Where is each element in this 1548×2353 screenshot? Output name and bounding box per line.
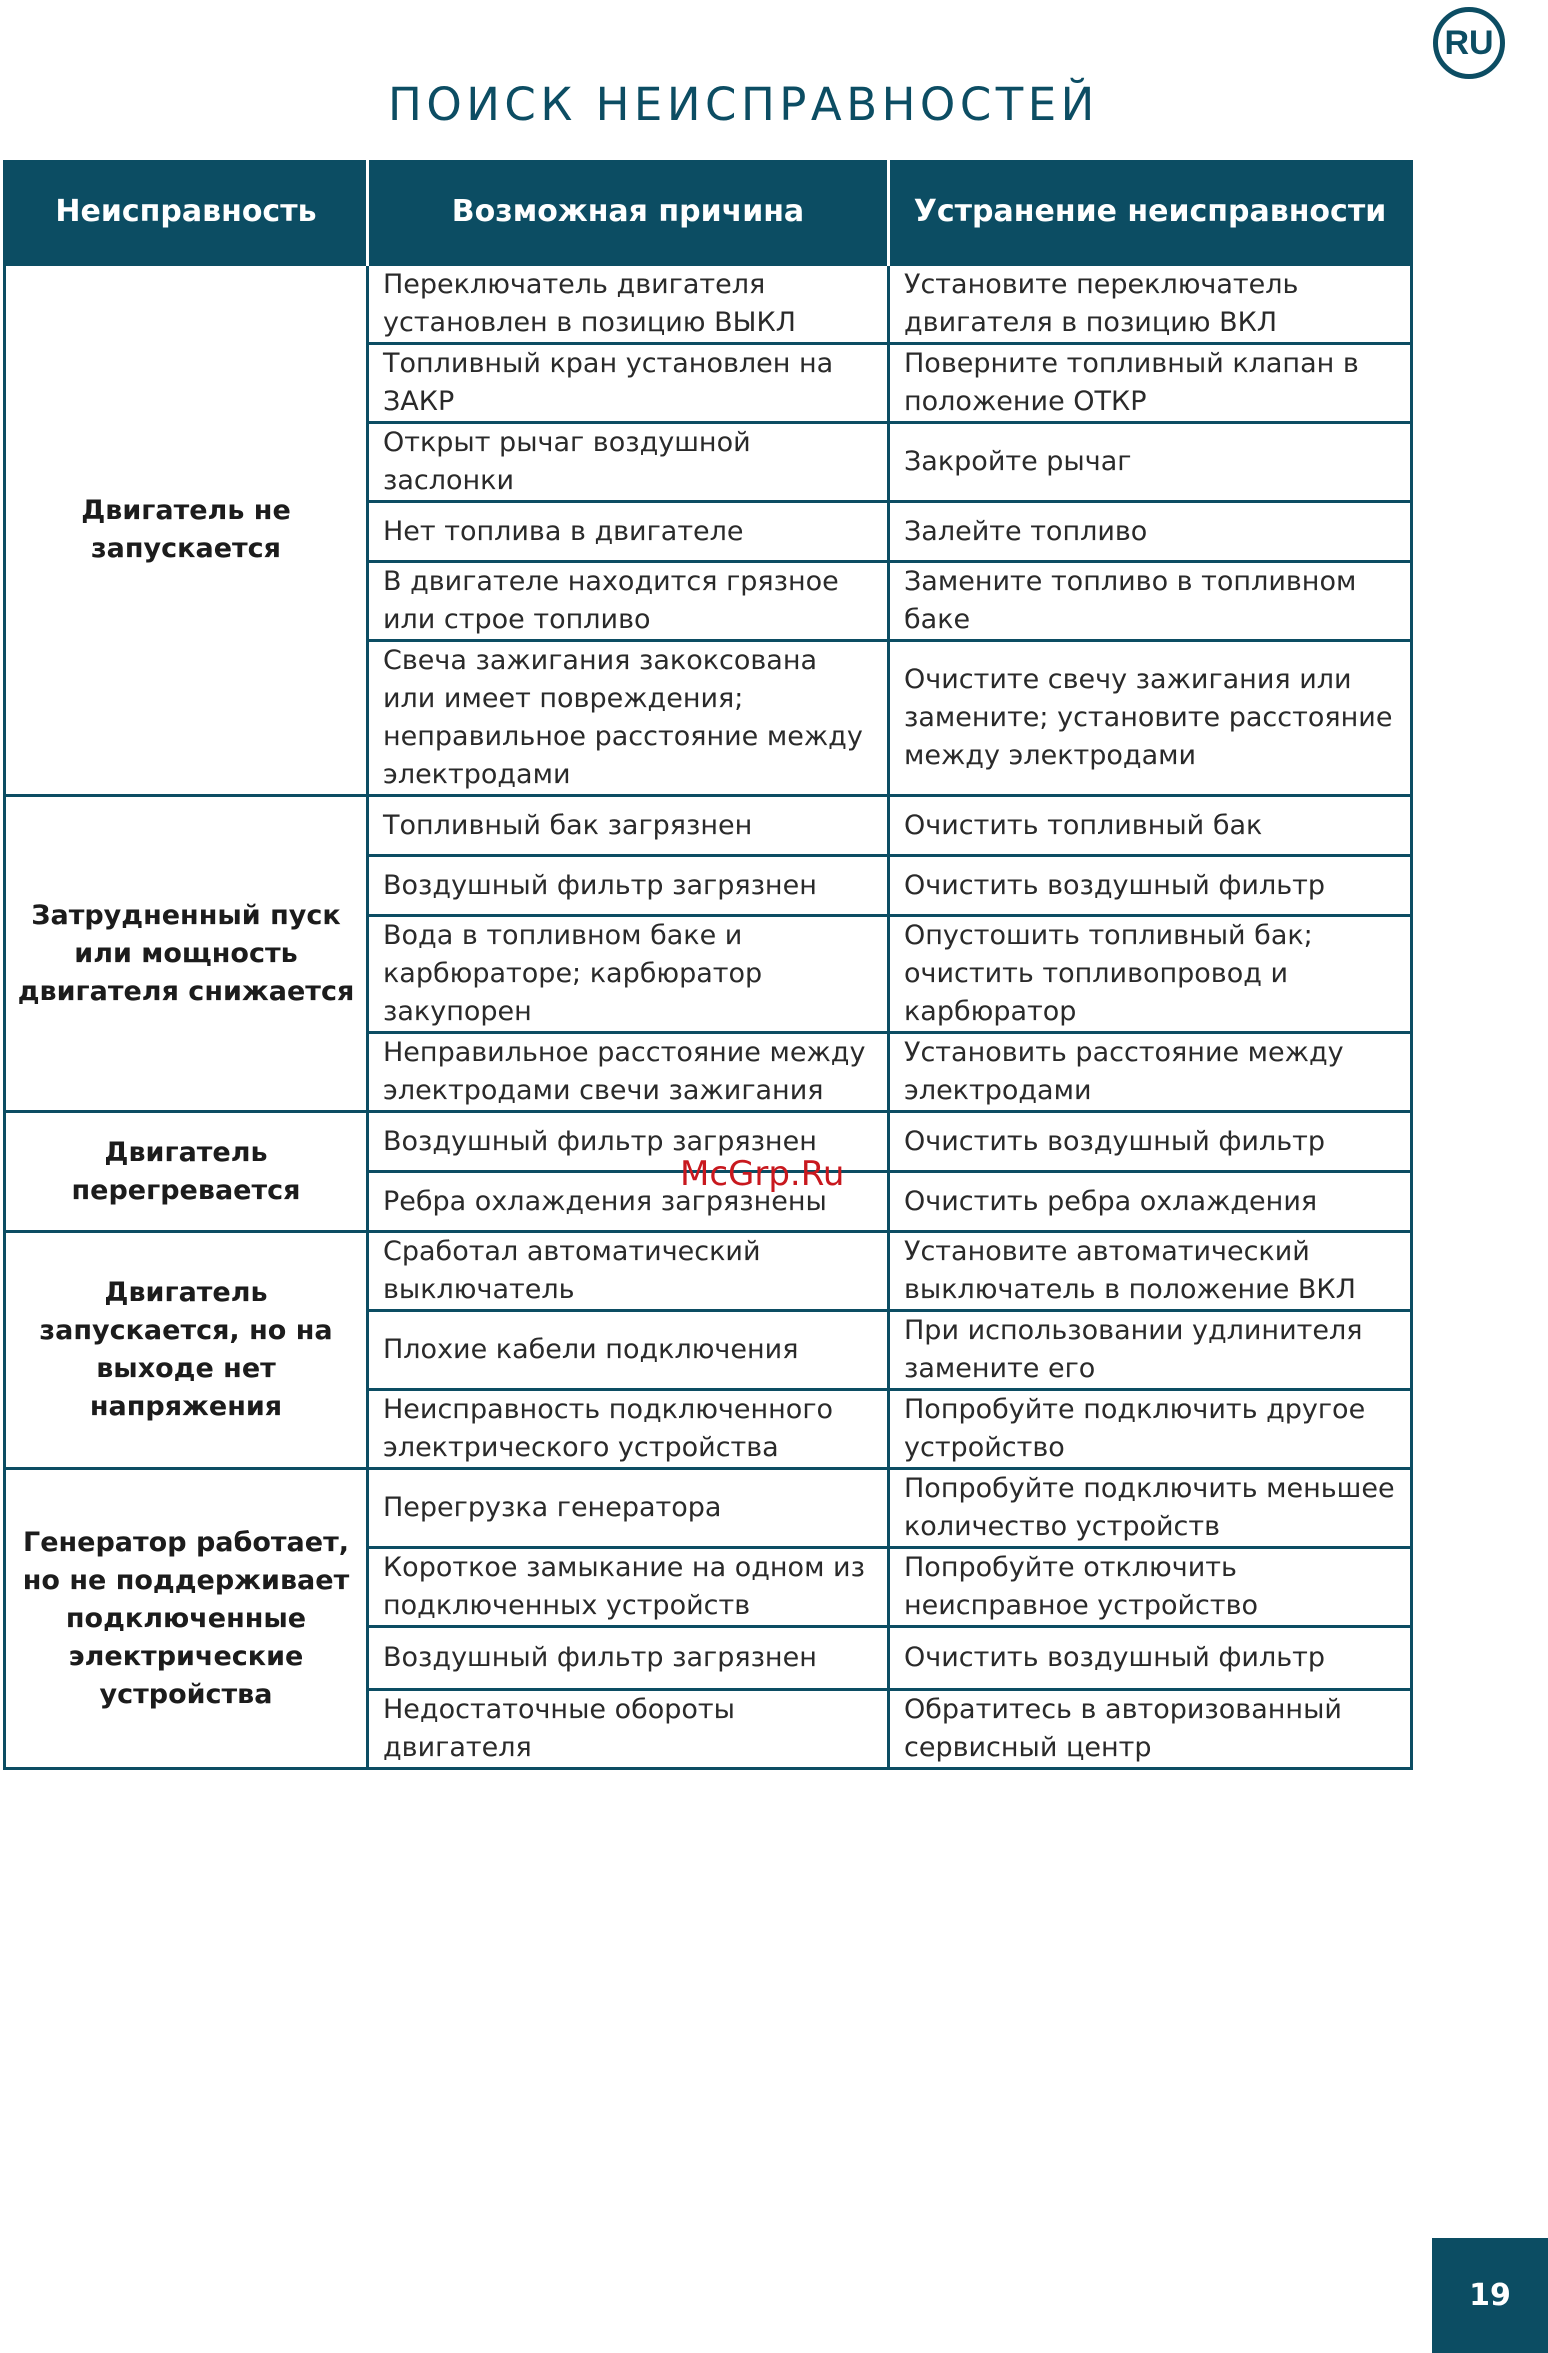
table-body: [5, 265, 1412, 1769]
remedy-cell: Закройте рычаг: [889, 423, 1412, 502]
fault-cell: Двигатель перегревается: [5, 1112, 368, 1232]
cause-cell: Топливный кран установлен на ЗАКР: [368, 344, 889, 423]
table-header-row: [5, 160, 1412, 265]
language-badge: RU: [1433, 7, 1505, 79]
cause-cell: Неисправность подключенного электрического устройства: [368, 1390, 889, 1469]
cause-cell: Недостаточные обороты двигателя: [368, 1690, 889, 1769]
remedy-cell: Замените топливо в топливном баке: [889, 562, 1412, 641]
remedy-cell: Попробуйте подключить другое устройство: [889, 1390, 1412, 1469]
cause-cell: Плохие кабели подключения: [368, 1311, 889, 1390]
remedy-cell: Попробуйте отключить неисправное устройство: [889, 1548, 1412, 1627]
table-row: [5, 796, 1412, 856]
cause-cell: Перегрузка генератора: [368, 1469, 889, 1548]
remedy-cell: Очистить воздушный фильтр: [889, 856, 1412, 916]
remedy-cell: Установить расстояние между электродами: [889, 1033, 1412, 1112]
remedy-cell: Очистить воздушный фильтр: [889, 1627, 1412, 1690]
remedy-cell: Установите переключатель двигателя в позицию ВКЛ: [889, 265, 1412, 344]
cause-cell: Переключатель двигателя установлен в позицию ВЫКЛ: [368, 265, 889, 344]
remedy-cell: Очистить воздушный фильтр: [889, 1112, 1412, 1172]
cause-cell: В двигателе находится грязное или строе топливо: [368, 562, 889, 641]
cause-cell: Нет топлива в двигателе: [368, 502, 889, 562]
header-cause: Возможная причина: [368, 160, 889, 265]
fault-cell: Двигатель не запускается: [5, 265, 368, 796]
page-number: 19: [1432, 2238, 1548, 2353]
table-row: [5, 1232, 1412, 1311]
fault-cell: Двигатель запускается, но на выходе нет напряжения: [5, 1232, 368, 1469]
cause-cell: Сработал автоматический выключатель: [368, 1232, 889, 1311]
remedy-cell: Очистите свечу зажигания или замените; установите расстояние между электродами: [889, 641, 1412, 796]
cause-cell: Неправильное расстояние между электродами свечи зажигания: [368, 1033, 889, 1112]
cause-cell: Открыт рычаг воздушной заслонки: [368, 423, 889, 502]
remedy-cell: Попробуйте подключить меньшее количество устройств: [889, 1469, 1412, 1548]
cause-cell: Топливный бак загрязнен: [368, 796, 889, 856]
table-row: [5, 1469, 1412, 1548]
cause-cell: Вода в топливном баке и карбюраторе; карбюратор закупорен: [368, 916, 889, 1033]
remedy-cell: Залейте топливо: [889, 502, 1412, 562]
cause-cell: Свеча зажигания закоксована или имеет повреждения; неправильное расстояние между электродами: [368, 641, 889, 796]
fault-cell: Затрудненный пуск или мощность двигателя снижается: [5, 796, 368, 1112]
remedy-cell: При использовании удлинителя замените его: [889, 1311, 1412, 1390]
cause-cell: Ребра охлаждения загрязнены: [368, 1172, 889, 1232]
fault-cell: Генератор работает, но не поддерживает подключенные электрические устройства: [5, 1469, 368, 1769]
cause-cell: Воздушный фильтр загрязнен: [368, 1627, 889, 1690]
page-title: ПОИСК НЕИСПРАВНОСТЕЙ: [388, 78, 1099, 131]
remedy-cell: Опустошить топливный бак; очистить топливопровод и карбюратор: [889, 916, 1412, 1033]
header-fault: Неисправность: [5, 160, 368, 265]
remedy-cell: Очистить топливный бак: [889, 796, 1412, 856]
cause-cell: Воздушный фильтр загрязнен: [368, 856, 889, 916]
troubleshooting-table: [3, 160, 1413, 1770]
remedy-cell: Очистить ребра охлаждения: [889, 1172, 1412, 1232]
remedy-cell: Поверните топливный клапан в положение ОТКР: [889, 344, 1412, 423]
cause-cell: Короткое замыкание на одном из подключенных устройств: [368, 1548, 889, 1627]
remedy-cell: Установите автоматический выключатель в положение ВКЛ: [889, 1232, 1412, 1311]
table-row: [5, 265, 1412, 344]
cause-cell: Воздушный фильтр загрязнен: [368, 1112, 889, 1172]
watermark: McGrp.Ru: [680, 1154, 845, 1194]
header-remedy: Устранение неисправности: [889, 160, 1412, 265]
remedy-cell: Обратитесь в авторизованный сервисный центр: [889, 1690, 1412, 1769]
